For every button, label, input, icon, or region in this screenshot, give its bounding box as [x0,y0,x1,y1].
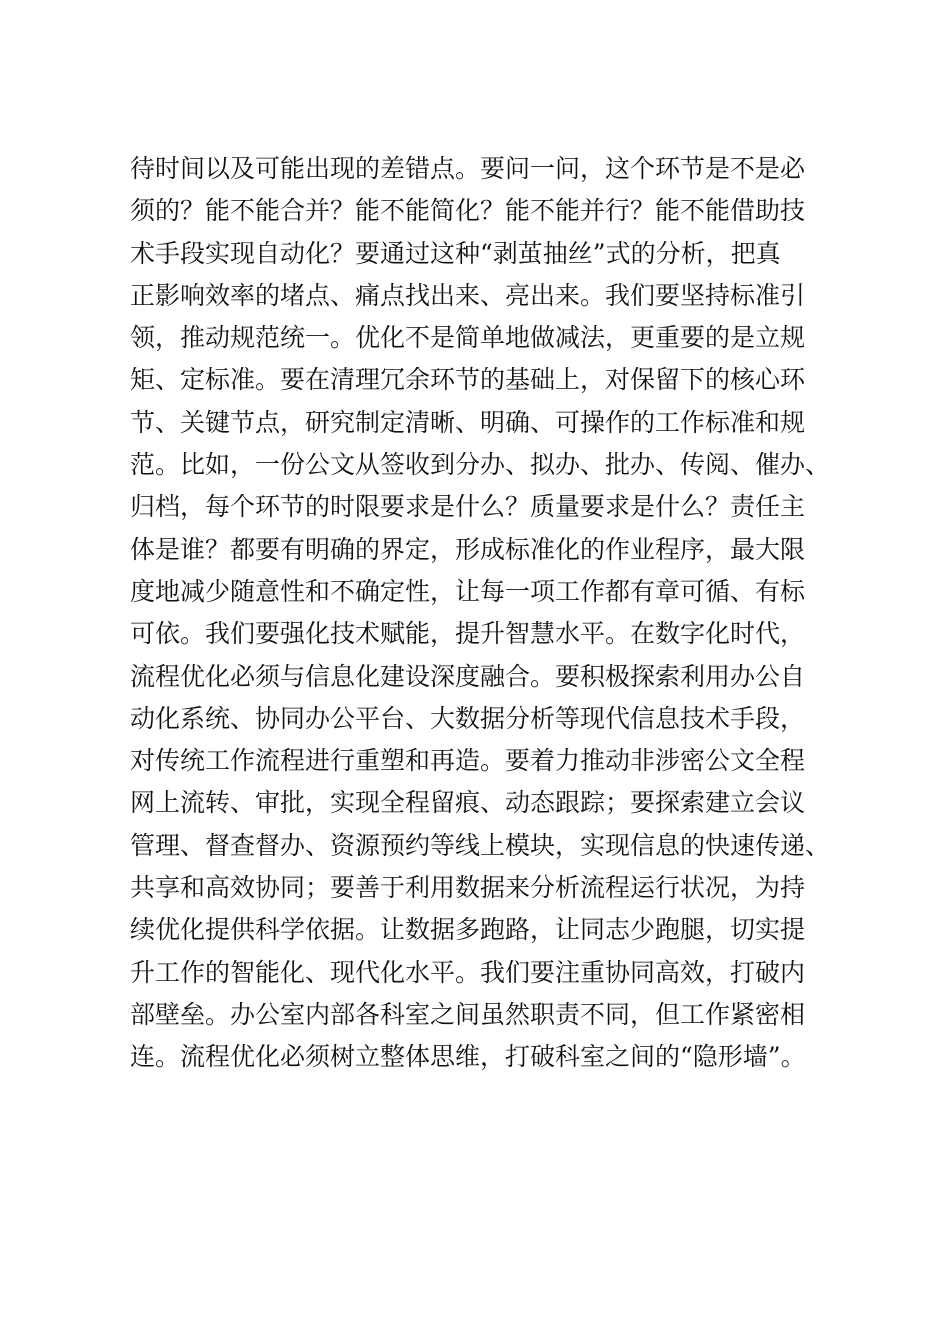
text-line: 部壁垒。办公室内部各科室之间虽然职责不同，但工作紧密相 [130,999,806,1029]
text-line: 续优化提供科学依据。让数据多跑路，让同志少跑腿，切实提 [130,915,806,945]
text-line: 待时间以及可能出现的差错点。要问一问，这个环节是不是必 [130,154,806,183]
text-line: 升工作的智能化、现代化水平。我们要注重协同高效，打破内 [130,957,806,987]
text-line: 须的？能不能合并？能不能简化？能不能并行？能不能借助技 [130,196,806,226]
text-line: 体是谁？都要有明确的界定，形成标准化的作业程序，最大限 [130,534,806,564]
text-line: 流程优化必须与信息化建设深度融合。要积极探索利用办公自 [130,661,806,691]
body-text [130,148,850,1079]
text-line: 正影响效率的堵点、痛点找出来、亮出来。我们要坚持标准引 [130,280,806,310]
text-line: 管理、督查督办、资源预约等线上模块，实现信息的快速传递、 [130,830,831,860]
text-line: 连。流程优化必须树立整体思维，打破科室之间的“隐形墙”。 [130,1042,806,1072]
text-line: 度地减少随意性和不确定性，让每一项工作都有章可循、有标 [130,576,806,606]
text-line: 可依。我们要强化技术赋能，提升智慧水平。在数字化时代， [130,619,806,649]
text-line: 网上流转、审批，实现全程留痕、动态跟踪；要探索建立会议 [130,788,806,818]
text-line: 归档，每个环节的时限要求是什么？质量要求是什么？责任主 [130,492,806,522]
text-line: 动化系统、协同办公平台、大数据分析等现代信息技术手段， [130,703,806,733]
text-line: 领，推动规范统一。优化不是简单地做减法，更重要的是立规 [130,323,806,353]
text-line: 矩、定标准。要在清理冗余环节的基础上，对保留下的核心环 [130,365,806,395]
text-line: 范。比如，一份公文从签收到分办、拟办、批办、传阅、催办、 [130,450,831,480]
text-line: 共享和高效协同；要善于利用数据来分析流程运行状况，为持 [130,873,806,903]
text-line: 节、关键节点，研究制定清晰、明确、可操作的工作标准和规 [130,407,806,437]
text-line: 术手段实现自动化？要通过这种“剥茧抽丝”式的分析，把真 [130,238,781,268]
text-line: 对传统工作流程进行重塑和再造。要着力推动非涉密公文全程 [130,746,806,776]
